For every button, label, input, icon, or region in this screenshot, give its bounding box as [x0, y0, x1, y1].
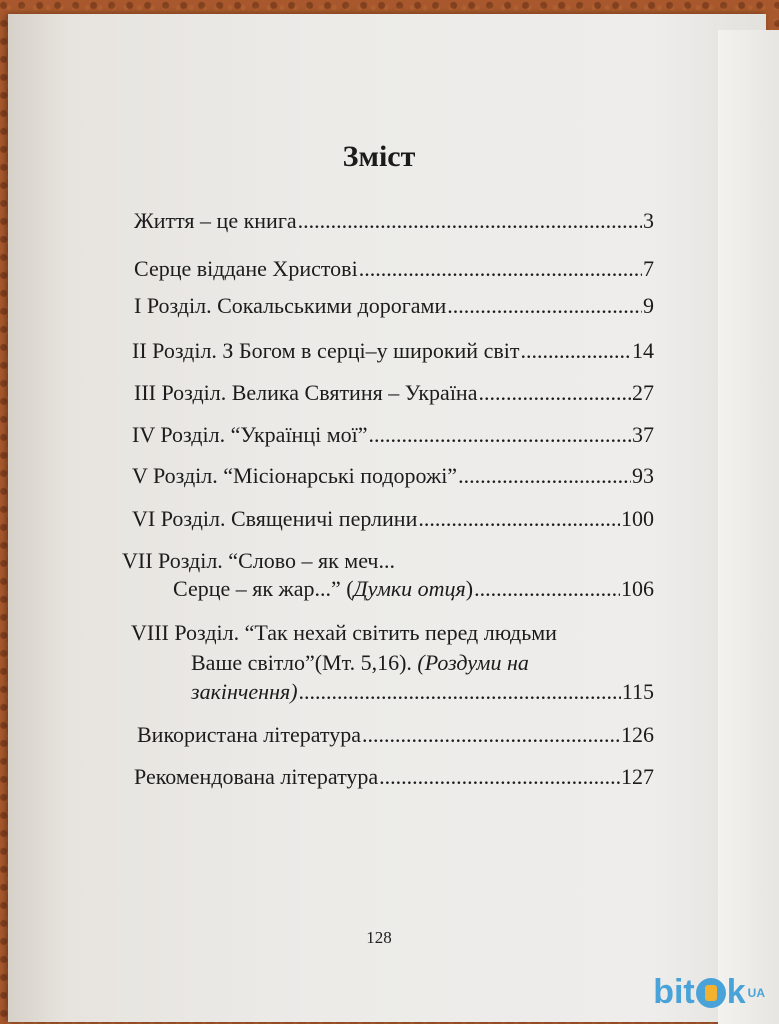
toc-entry-page: 27 — [632, 380, 654, 405]
toc-entry-label: ІІІ Розділ. Велика Святиня – Україна — [134, 380, 478, 405]
toc-leader — [298, 208, 642, 234]
toc-entry-text: Серце – як жар...” ( — [173, 576, 354, 601]
toc-entry-page: 14 — [632, 338, 654, 363]
watermark-logo — [653, 973, 765, 1012]
toc-entry-label: Використана література — [137, 722, 361, 747]
toc-leader — [520, 338, 631, 364]
toc-entry-page: 37 — [632, 422, 654, 447]
toc-entry — [134, 256, 654, 282]
page-title: Зміст — [342, 140, 416, 173]
toc-entry — [132, 422, 654, 448]
toc-leader — [458, 463, 631, 489]
toc-entry-label: І Розділ. Сокальськими дорогами — [134, 293, 447, 318]
toc-entry — [134, 380, 654, 406]
toc-entry-text: Ваше світло”(Мт. 5,16). — [191, 650, 418, 675]
toc-entry — [132, 463, 654, 489]
toc-leader — [379, 764, 620, 790]
toc-entry-label: Серце віддане Христові — [134, 256, 358, 281]
watermark-text-right: k — [726, 973, 746, 1011]
toc-entry — [134, 208, 654, 234]
toc-leader — [359, 256, 642, 282]
next-page-edge — [718, 30, 779, 1024]
toc-leader — [447, 293, 642, 319]
toc-leader — [362, 722, 620, 748]
toc-entry — [132, 338, 654, 364]
toc-entry-page: 3 — [643, 208, 654, 233]
toc-entry-italic: Думки отця — [353, 576, 466, 601]
toc-leader — [418, 506, 620, 532]
toc-entry-label: Рекомендована література — [134, 764, 379, 789]
toc-entry — [132, 506, 654, 532]
toc-entry — [134, 764, 654, 790]
toc-entry-label: V Розділ. “Місіонарські подорожі” — [132, 463, 458, 488]
toc-entry-label: Життя – це книга — [134, 208, 297, 233]
toc-entry — [134, 293, 654, 319]
toc-entry-label-wrap — [173, 576, 473, 602]
toc-entry-page: 106 — [621, 576, 654, 601]
toc-entry-page: 9 — [643, 293, 654, 318]
toc-entry-page: 127 — [621, 764, 654, 789]
toc-entry — [137, 722, 654, 748]
toc-leader — [299, 679, 621, 705]
toc-entry-label: IV Розділ. “Українці мої” — [132, 422, 368, 447]
toc-entry-line1: VIII Розділ. “Так нехай світить перед людьми — [131, 620, 557, 645]
toc-leader — [369, 422, 631, 448]
toc-entry-page: 115 — [621, 679, 654, 704]
toc-entry-page: 7 — [643, 256, 654, 281]
toc-leader — [478, 380, 631, 406]
hand-icon — [696, 978, 726, 1008]
toc-entry-page: 126 — [621, 722, 654, 747]
toc-entry — [173, 576, 654, 602]
toc-entry-line1: VII Розділ. “Слово – як меч... — [122, 548, 395, 573]
toc-entry-italic: (Роздуми на — [417, 650, 529, 675]
toc-entry-line2 — [191, 650, 529, 676]
page-number: 128 — [366, 928, 392, 947]
toc-entry-page: 100 — [621, 506, 654, 531]
toc-entry-label: VI Розділ. Священичі перлини — [132, 506, 418, 531]
toc-entry-italic: закінчення) — [191, 679, 298, 704]
toc-entry-label: ІІ Розділ. З Богом в серці–у широкий світ — [132, 338, 520, 363]
watermark-suffix: UA — [747, 985, 765, 1000]
toc-entry — [191, 679, 654, 705]
toc-entry-page: 93 — [632, 463, 654, 488]
toc-leader — [474, 576, 620, 602]
toc-entry-close: ) — [465, 576, 474, 601]
watermark-text-left: bit — [653, 973, 695, 1011]
